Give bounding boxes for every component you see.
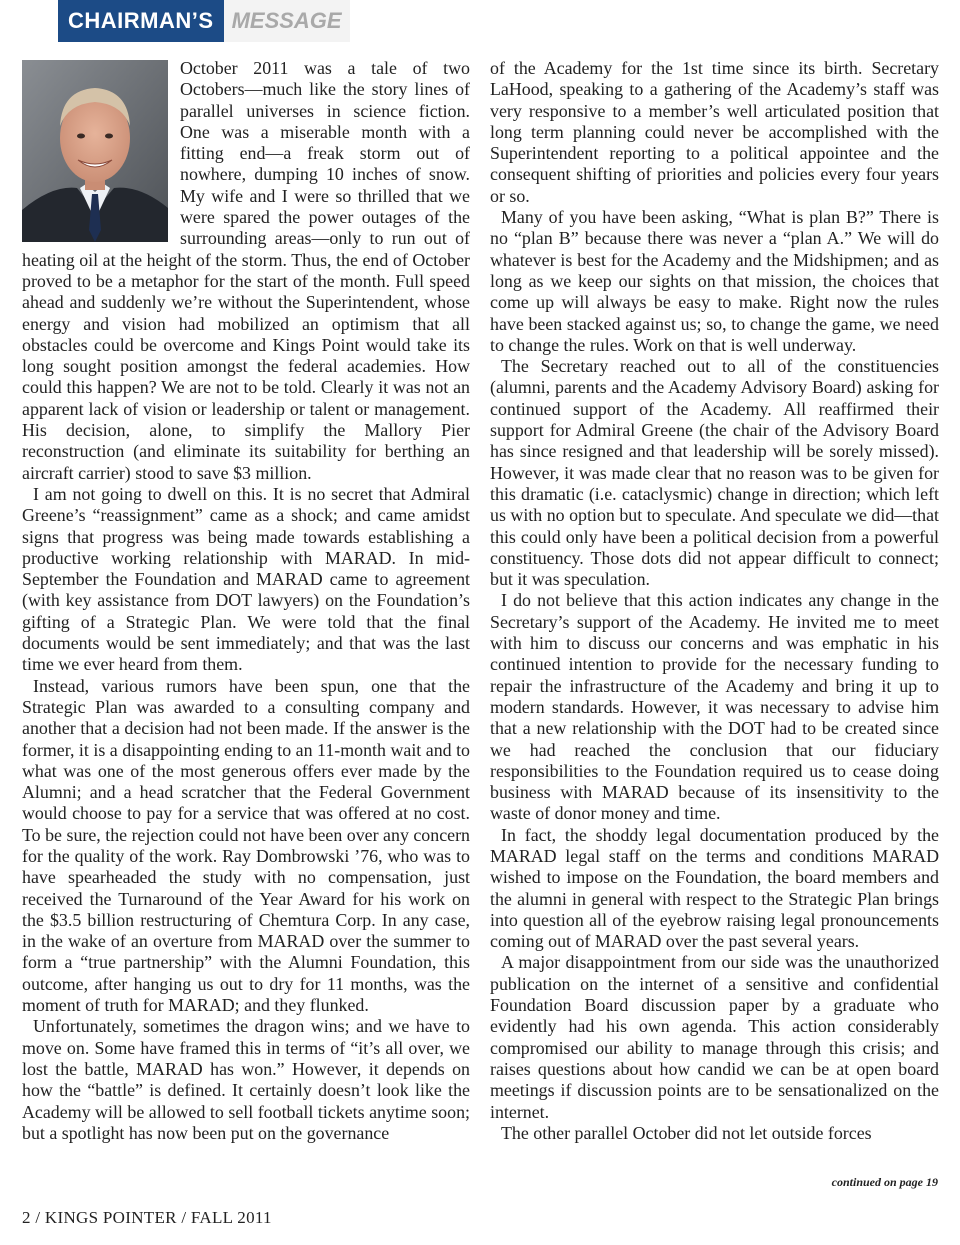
banner-title-chairmans: CHAIRMAN’S — [58, 0, 224, 42]
paragraph: I do not believe that this action indicates any change in the Secretary’s support of the Academy. He invited me to meet with him to discuss our concerns and was emphatic in his continued intention to provide for the necessary funding to repair the infrastructure of the Academy and bring it up to modern standards. However, it was necessary to advise him that a new relationship with the DOT had to be created since we had reached the conclusion that our fiduciary responsibilities to the Foundation required us to cease doing business with MARAD because of its insensitivity to the waste of donor money and time. — [490, 590, 939, 824]
section-banner — [58, 0, 350, 42]
paragraph: October 2011 was a tale of two Octobers—much like the story lines of parallel universes in science fiction. One was a miserable month with a fitting end—a freak storm out of nowhere, dumping 10 inches of snow. My wife and I were so thrilled that we were spared the power outages of the surrounding areas—only to run out of heating oil at the height of the storm. Thus, the end of October proved to be a metaphor for the start of the month. Full speed ahead and suddenly we’re without the Superintendent, whose energy and vision had mobilized an optimism that all obstacles could be overcome and Kings Point would take its long sought position amongst the federal academies. How could this happen? We are not to be told. Clearly it was not an apparent lack of vision or leadership or talent or management. His decision, alone, to simplify the Mallory Pier reconstruction (and eliminate its suitability for berthing an aircraft carrier) stood to save $3 million. — [22, 58, 470, 483]
paragraph: Unfortunately, sometimes the dragon wins; and we have to move on. Some have framed this in terms of “it’s all over, we lost the battle, MARAD has won.” However, it depends on how the “battle” is defined. It certainly doesn’t look like the Academy will be allowed to sell football tickets anytime soon; but a spotlight has now been put on the governance — [22, 1016, 470, 1143]
article-right-column — [490, 58, 939, 1144]
paragraph: The other parallel October did not let outside forces — [501, 1122, 872, 1143]
paragraph: Instead, various rumors have been spun, one that the Strategic Plan was awarded to a consulting company and another that a decision had not been made. If the answer is the former, it is a disappointing ending to an 11-month wait and to what was one of the most generous offers ever made by the Alumni; and a head scratcher that the Federal Government would choose to pay for a service that was offered at no cost. To be sure, the rejection could not have been over any concern for the quality of the work. Ray Dombrowski ’76, who was to have spearheaded the study with no compensation, just received the Turnaround of the Year Award for his work on the $3.5 billion restructuring of Chemtura Corp. In any case, in the wake of an overture from MARAD over the summer to form a “true partnership” with the Alumni Foundation, this outcome, after hanging us out to dry for 11 months, was the moment of truth for MARAD; and they flunked. — [22, 675, 470, 1016]
paragraph: Many of you have been asking, “What is plan B?” There is no “plan B” because there was never a “plan A.” We will do whatever is best for the Academy and the Midshipmen; and as long as we keep our sights on that mission, the choices that come up will always be easy to make. Right now the rules have been stacked against us; so, to change the game, we need to change the rules. Work on that is well underway. — [490, 207, 939, 355]
paragraph: A major disappointment from our side was the unauthorized publication on the internet of a sensitive and confidential Foundation Board discussion paper by a graduate who evidently had his own agenda. This action considerably compromised our ability to manage through this crisis; and raises questions about how candid we can be at open board meetings if discussion points are to be sensationalized on the internet. — [490, 952, 939, 1122]
paragraph: of the Academy for the 1st time since its birth. Secretary LaHood, speaking to a gathering of the Academy’s staff was very responsive to a member’s well articulated position that long term planning could never be accomplished with the Superintendent reporting to a political appointee and the consequent shifting of priorities and policies every four years or so. — [490, 58, 939, 206]
paragraph: I am not going to dwell on this. It is no secret that Admiral Greene’s “reassignment” came as a shock; and came amidst signs that progress was being made towards establishing a productive working relationship with MARAD. In mid-September the Foundation and MARAD came to agreement (with key assistance from DOT lawyers) on the Foundation’s gifting of a Strategic Plan. We were told that the final documents would be sent immediately; and that was the last time we ever heard from them. — [22, 483, 470, 675]
page-footer: 2 / KINGS POINTER / FALL 2011 — [22, 1208, 272, 1227]
author-portrait — [22, 60, 168, 242]
banner-title-message: MESSAGE — [224, 0, 350, 42]
paragraph: The Secretary reached out to all of the constituencies (alumni, parents and the Academy Advisory Board) asking for continued support of the Academy. All reaffirmed their support for Admiral Greene (the chair of the Advisory Board has since resigned and that leadership will be sorely missed). However, it was made clear that no reason was to be given for this dramatic (i.e. cataclysmic) change in direction; which left us with no option but to speculate. And speculate we did—that this could only have been a political decision from a powerful constituency. Those dots did not appear difficult to connect; but it was speculation. — [490, 356, 939, 590]
paragraph: In fact, the shoddy legal documentation produced by the MARAD legal staff on the terms and conditions MARAD wished to impose on the Foundation, the board members and the alumni in general with respect to the Strategic Plan brings into question all of the eyebrow raising legal pronouncements coming out of MARAD over the past several years. — [490, 824, 939, 952]
continued-note: continued on page 19 — [831, 1175, 938, 1189]
article-left-column — [22, 58, 470, 1144]
portrait-image — [22, 60, 168, 242]
